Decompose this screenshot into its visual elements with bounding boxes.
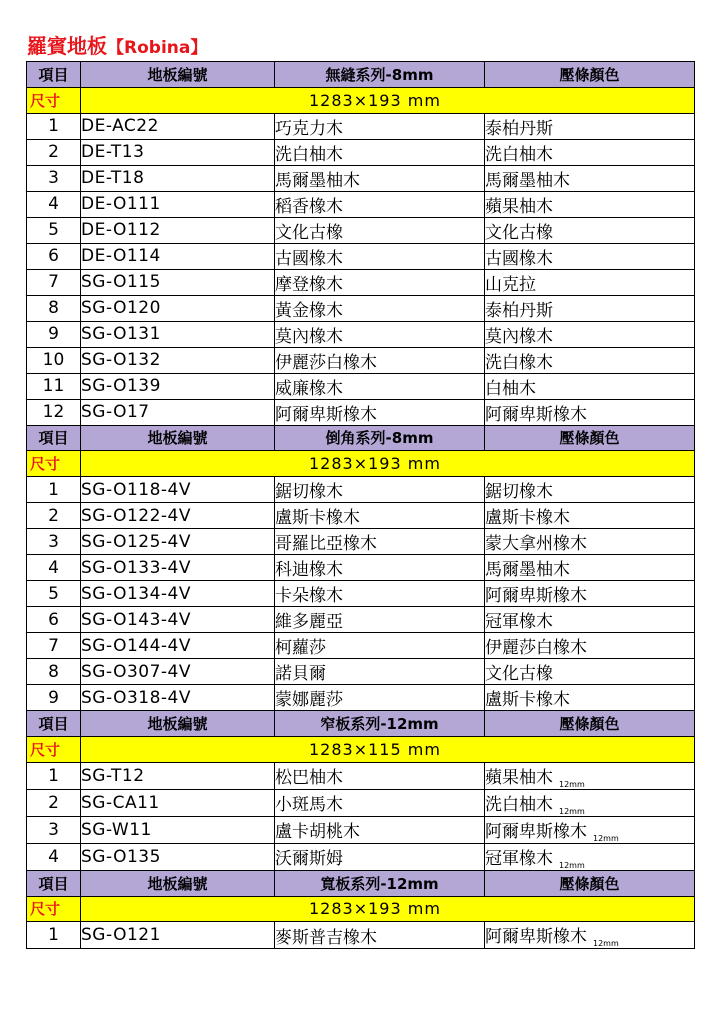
- section-header-row: [27, 711, 695, 737]
- size-value: 1283×193 mm: [81, 451, 695, 477]
- strip-color-cell: [485, 685, 695, 711]
- floor-name: 稻香橡木: [275, 191, 485, 217]
- flooring-table: [26, 61, 695, 949]
- row-number: 1: [27, 113, 81, 139]
- row-number: 3: [27, 165, 81, 191]
- strip-color: 山克拉: [485, 274, 536, 295]
- header-code: 地板編號: [81, 711, 275, 737]
- floor-name: 沃爾斯姆: [275, 843, 485, 870]
- flooring-table-body: [27, 62, 695, 949]
- thickness-note: 12mm: [593, 939, 619, 949]
- header-series: 寬板系列-12mm: [275, 870, 485, 896]
- table-row: [27, 477, 695, 503]
- size-label: 尺寸: [27, 896, 81, 922]
- strip-color-cell: [485, 659, 695, 685]
- floor-name: 麥斯普吉橡木: [275, 922, 485, 949]
- strip-color: 蘋果柚木: [485, 196, 553, 217]
- row-number: 6: [27, 607, 81, 633]
- floor-code: SG-W11: [81, 816, 275, 843]
- row-number: 3: [27, 529, 81, 555]
- floor-code: SG-O17: [81, 399, 275, 425]
- thickness-note: 12mm: [559, 860, 585, 870]
- table-row: [27, 295, 695, 321]
- table-row: [27, 762, 695, 789]
- header-item: 項目: [27, 425, 81, 451]
- floor-name: 松巴柚木: [275, 762, 485, 789]
- row-number: 7: [27, 633, 81, 659]
- floor-code: DE-T13: [81, 139, 275, 165]
- floor-name: 阿爾卑斯橡木: [275, 399, 485, 425]
- table-row: [27, 659, 695, 685]
- floor-name: 柯蘿莎: [275, 633, 485, 659]
- row-number: 1: [27, 477, 81, 503]
- floor-name: 古國橡木: [275, 243, 485, 269]
- strip-color-cell: [485, 762, 695, 789]
- strip-color-cell: [485, 269, 695, 295]
- row-number: 8: [27, 295, 81, 321]
- strip-color-cell: [485, 165, 695, 191]
- section-header-row: [27, 870, 695, 896]
- strip-color: 馬爾墨柚木: [485, 560, 570, 581]
- size-value: 1283×193 mm: [81, 896, 695, 922]
- row-number: 1: [27, 762, 81, 789]
- table-row: [27, 217, 695, 243]
- table-row: [27, 555, 695, 581]
- floor-code: SG-O118-4V: [81, 477, 275, 503]
- strip-color: 白柚木: [485, 378, 536, 399]
- floor-name: 馬爾墨柚木: [275, 165, 485, 191]
- strip-color: 蘋果柚木: [485, 767, 553, 788]
- floor-code: DE-T18: [81, 165, 275, 191]
- thickness-note: 12mm: [593, 833, 619, 843]
- row-number: 2: [27, 789, 81, 816]
- table-row: [27, 113, 695, 139]
- strip-color-cell: [485, 607, 695, 633]
- row-number: 9: [27, 685, 81, 711]
- size-value: 1283×193 mm: [81, 87, 695, 113]
- row-number: 3: [27, 816, 81, 843]
- strip-color-cell: [485, 922, 695, 949]
- table-row: [27, 789, 695, 816]
- table-row: [27, 685, 695, 711]
- strip-color: 古國橡木: [485, 248, 553, 269]
- table-row: [27, 191, 695, 217]
- row-number: 12: [27, 399, 81, 425]
- strip-color-cell: [485, 477, 695, 503]
- strip-color: 洗白柚木: [485, 794, 553, 815]
- table-row: [27, 321, 695, 347]
- floor-name: 摩登橡木: [275, 269, 485, 295]
- row-number: 4: [27, 843, 81, 870]
- strip-color: 阿爾卑斯橡木: [485, 404, 587, 425]
- floor-code: DE-O112: [81, 217, 275, 243]
- floor-name: 諾貝爾: [275, 659, 485, 685]
- row-number: 9: [27, 321, 81, 347]
- floor-code: DE-O114: [81, 243, 275, 269]
- header-code: 地板編號: [81, 62, 275, 88]
- table-row: [27, 139, 695, 165]
- table-row: [27, 922, 695, 949]
- floor-name: 卡朵橡木: [275, 581, 485, 607]
- strip-color-cell: [485, 243, 695, 269]
- size-row: [27, 736, 695, 762]
- floor-code: SG-O120: [81, 295, 275, 321]
- size-label: 尺寸: [27, 451, 81, 477]
- strip-color-cell: [485, 789, 695, 816]
- strip-color-cell: [485, 399, 695, 425]
- strip-color-cell: [485, 633, 695, 659]
- floor-name: 科迪橡木: [275, 555, 485, 581]
- header-item: 項目: [27, 711, 81, 737]
- header-code: 地板編號: [81, 870, 275, 896]
- strip-color-cell: [485, 113, 695, 139]
- strip-color: 泰柏丹斯: [485, 300, 553, 321]
- strip-color-cell: [485, 843, 695, 870]
- floor-name: 洗白柚木: [275, 139, 485, 165]
- floor-code: SG-O122-4V: [81, 503, 275, 529]
- floor-name: 巧克力木: [275, 113, 485, 139]
- floor-code: SG-CA11: [81, 789, 275, 816]
- title-brand: 【Robina】: [107, 38, 208, 58]
- floor-code: SG-T12: [81, 762, 275, 789]
- row-number: 2: [27, 139, 81, 165]
- row-number: 4: [27, 555, 81, 581]
- floor-name: 盧斯卡橡木: [275, 503, 485, 529]
- row-number: 4: [27, 191, 81, 217]
- floor-code: SG-O318-4V: [81, 685, 275, 711]
- strip-color-cell: [485, 191, 695, 217]
- table-row: [27, 503, 695, 529]
- row-number: 8: [27, 659, 81, 685]
- table-row: [27, 373, 695, 399]
- floor-name: 黃金橡木: [275, 295, 485, 321]
- floor-name: 蒙娜麗莎: [275, 685, 485, 711]
- strip-color-cell: [485, 555, 695, 581]
- floor-name: 文化古橡: [275, 217, 485, 243]
- floor-name: 威廉橡木: [275, 373, 485, 399]
- table-row: [27, 816, 695, 843]
- table-row: [27, 843, 695, 870]
- floor-name: 莫內橡木: [275, 321, 485, 347]
- strip-color: 莫內橡木: [485, 326, 553, 347]
- strip-color-cell: [485, 373, 695, 399]
- table-row: [27, 607, 695, 633]
- row-number: 11: [27, 373, 81, 399]
- table-row: [27, 243, 695, 269]
- floor-name: 盧卡胡桃木: [275, 816, 485, 843]
- floor-code: SG-O144-4V: [81, 633, 275, 659]
- table-row: [27, 633, 695, 659]
- section-header-row: [27, 425, 695, 451]
- floor-code: SG-O132: [81, 347, 275, 373]
- floor-name: 維多麗亞: [275, 607, 485, 633]
- strip-color-cell: [485, 217, 695, 243]
- header-series: 倒角系列-8mm: [275, 425, 485, 451]
- strip-color: 盧斯卡橡木: [485, 508, 570, 529]
- header-strip-color: 壓條顏色: [485, 711, 695, 737]
- table-row: [27, 581, 695, 607]
- size-label: 尺寸: [27, 736, 81, 762]
- strip-color: 伊麗莎白橡木: [485, 638, 587, 659]
- table-row: [27, 399, 695, 425]
- floor-name: 哥羅比亞橡木: [275, 529, 485, 555]
- row-number: 5: [27, 217, 81, 243]
- table-row: [27, 529, 695, 555]
- floor-code: SG-O131: [81, 321, 275, 347]
- floor-code: DE-O111: [81, 191, 275, 217]
- header-item: 項目: [27, 870, 81, 896]
- strip-color: 冠軍橡木: [485, 848, 553, 869]
- thickness-note: 12mm: [559, 806, 585, 816]
- row-number: 6: [27, 243, 81, 269]
- section-header-row: [27, 62, 695, 88]
- size-row: [27, 87, 695, 113]
- floor-name: 鋸切橡木: [275, 477, 485, 503]
- floor-name: 伊麗莎白橡木: [275, 347, 485, 373]
- strip-color: 馬爾墨柚木: [485, 170, 570, 191]
- strip-color: 鋸切橡木: [485, 482, 553, 503]
- strip-color: 阿爾卑斯橡木: [485, 586, 587, 607]
- size-value: 1283×115 mm: [81, 736, 695, 762]
- header-item: 項目: [27, 62, 81, 88]
- row-number: 7: [27, 269, 81, 295]
- header-strip-color: 壓條顏色: [485, 870, 695, 896]
- floor-code: DE-AC22: [81, 113, 275, 139]
- strip-color: 文化古橡: [485, 222, 553, 243]
- size-row: [27, 896, 695, 922]
- strip-color: 洗白柚木: [485, 144, 553, 165]
- floor-code: SG-O125-4V: [81, 529, 275, 555]
- header-series: 無縫系列-8mm: [275, 62, 485, 88]
- header-strip-color: 壓條顏色: [485, 425, 695, 451]
- header-strip-color: 壓條顏色: [485, 62, 695, 88]
- strip-color-cell: [485, 347, 695, 373]
- strip-color-cell: [485, 816, 695, 843]
- floor-name: 小斑馬木: [275, 789, 485, 816]
- header-code: 地板編號: [81, 425, 275, 451]
- document-title: [27, 32, 207, 60]
- floor-code: SG-O135: [81, 843, 275, 870]
- header-series: 窄板系列-12mm: [275, 711, 485, 737]
- strip-color-cell: [485, 529, 695, 555]
- floor-code: SG-O115: [81, 269, 275, 295]
- floor-code: SG-O134-4V: [81, 581, 275, 607]
- strip-color-cell: [485, 321, 695, 347]
- title-chinese: 羅賓地板: [27, 34, 107, 58]
- floor-code: SG-O307-4V: [81, 659, 275, 685]
- row-number: 1: [27, 922, 81, 949]
- row-number: 5: [27, 581, 81, 607]
- strip-color-cell: [485, 139, 695, 165]
- strip-color-cell: [485, 295, 695, 321]
- size-label: 尺寸: [27, 87, 81, 113]
- size-row: [27, 451, 695, 477]
- floor-code: SG-O133-4V: [81, 555, 275, 581]
- row-number: 2: [27, 503, 81, 529]
- floor-code: SG-O143-4V: [81, 607, 275, 633]
- row-number: 10: [27, 347, 81, 373]
- strip-color: 蒙大拿州橡木: [485, 534, 587, 555]
- strip-color: 盧斯卡橡木: [485, 690, 570, 711]
- strip-color: 阿爾卑斯橡木: [485, 821, 587, 842]
- strip-color: 洗白橡木: [485, 352, 553, 373]
- floor-code: SG-O121: [81, 922, 275, 949]
- strip-color: 阿爾卑斯橡木: [485, 927, 587, 948]
- table-row: [27, 269, 695, 295]
- strip-color: 文化古橡: [485, 664, 553, 685]
- strip-color: 冠軍橡木: [485, 612, 553, 633]
- strip-color: 泰柏丹斯: [485, 118, 553, 139]
- floor-code: SG-O139: [81, 373, 275, 399]
- thickness-note: 12mm: [559, 779, 585, 789]
- table-row: [27, 165, 695, 191]
- table-row: [27, 347, 695, 373]
- strip-color-cell: [485, 503, 695, 529]
- strip-color-cell: [485, 581, 695, 607]
